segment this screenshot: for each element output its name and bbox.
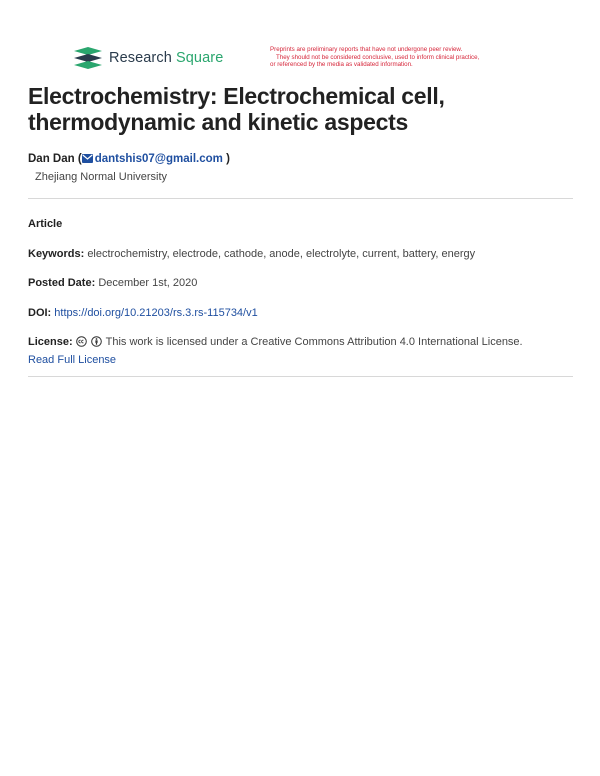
author-line xyxy=(28,153,230,165)
posted-date-row xyxy=(28,277,197,289)
license-label: License: xyxy=(28,336,73,348)
brand-name-square: Square xyxy=(176,50,224,66)
keywords-value: electrochemistry, electrode, cathode, anode, electrolyte, current, battery, energy xyxy=(87,248,476,260)
brand-name-research: Research xyxy=(109,50,172,66)
keywords-row xyxy=(28,248,475,260)
brand-name xyxy=(109,50,223,66)
research-square-logo-icon xyxy=(74,47,102,69)
research-square-logo[interactable] xyxy=(74,47,223,69)
creative-commons-icon xyxy=(76,336,87,347)
preprint-notice xyxy=(270,46,550,69)
notice-line-2: They should not be considered conclusive, used to inform clinical practice, xyxy=(276,53,480,61)
keywords-label: Keywords: xyxy=(28,248,85,260)
article-type: Article xyxy=(28,218,63,230)
posted-date-value: December 1st, 2020 xyxy=(98,277,198,289)
divider-top xyxy=(28,198,573,199)
posted-date-label: Posted Date: xyxy=(28,277,96,289)
read-full-license-link[interactable]: Read Full License xyxy=(28,354,117,366)
author-email-link[interactable]: dantshis07@gmail.com xyxy=(94,153,223,165)
license-row xyxy=(28,336,523,348)
author-affiliation: Zhejiang Normal University xyxy=(35,171,168,183)
author-open-paren: ( xyxy=(77,153,82,165)
doi-row xyxy=(28,307,258,319)
doi-label: DOI: xyxy=(28,307,52,319)
attribution-icon xyxy=(91,336,102,347)
paper-title: Electrochemistry: Electrochemical cell, thermodynamic and kinetic aspects xyxy=(28,83,445,135)
license-text: This work is licensed under a Creative Commons Attribution 4.0 International License. xyxy=(105,336,523,348)
notice-line-1: Preprints are preliminary reports that have not undergone peer review. xyxy=(270,46,463,53)
doi-link[interactable]: https://doi.org/10.21203/rs.3.rs-115734/v1 xyxy=(54,307,258,319)
author-name: Dan Dan xyxy=(28,153,75,165)
notice-line-3: or referenced by the media as validated information. xyxy=(270,61,413,69)
mail-icon xyxy=(82,154,93,163)
author-close-paren: ) xyxy=(226,153,230,165)
divider-bottom xyxy=(28,376,573,377)
